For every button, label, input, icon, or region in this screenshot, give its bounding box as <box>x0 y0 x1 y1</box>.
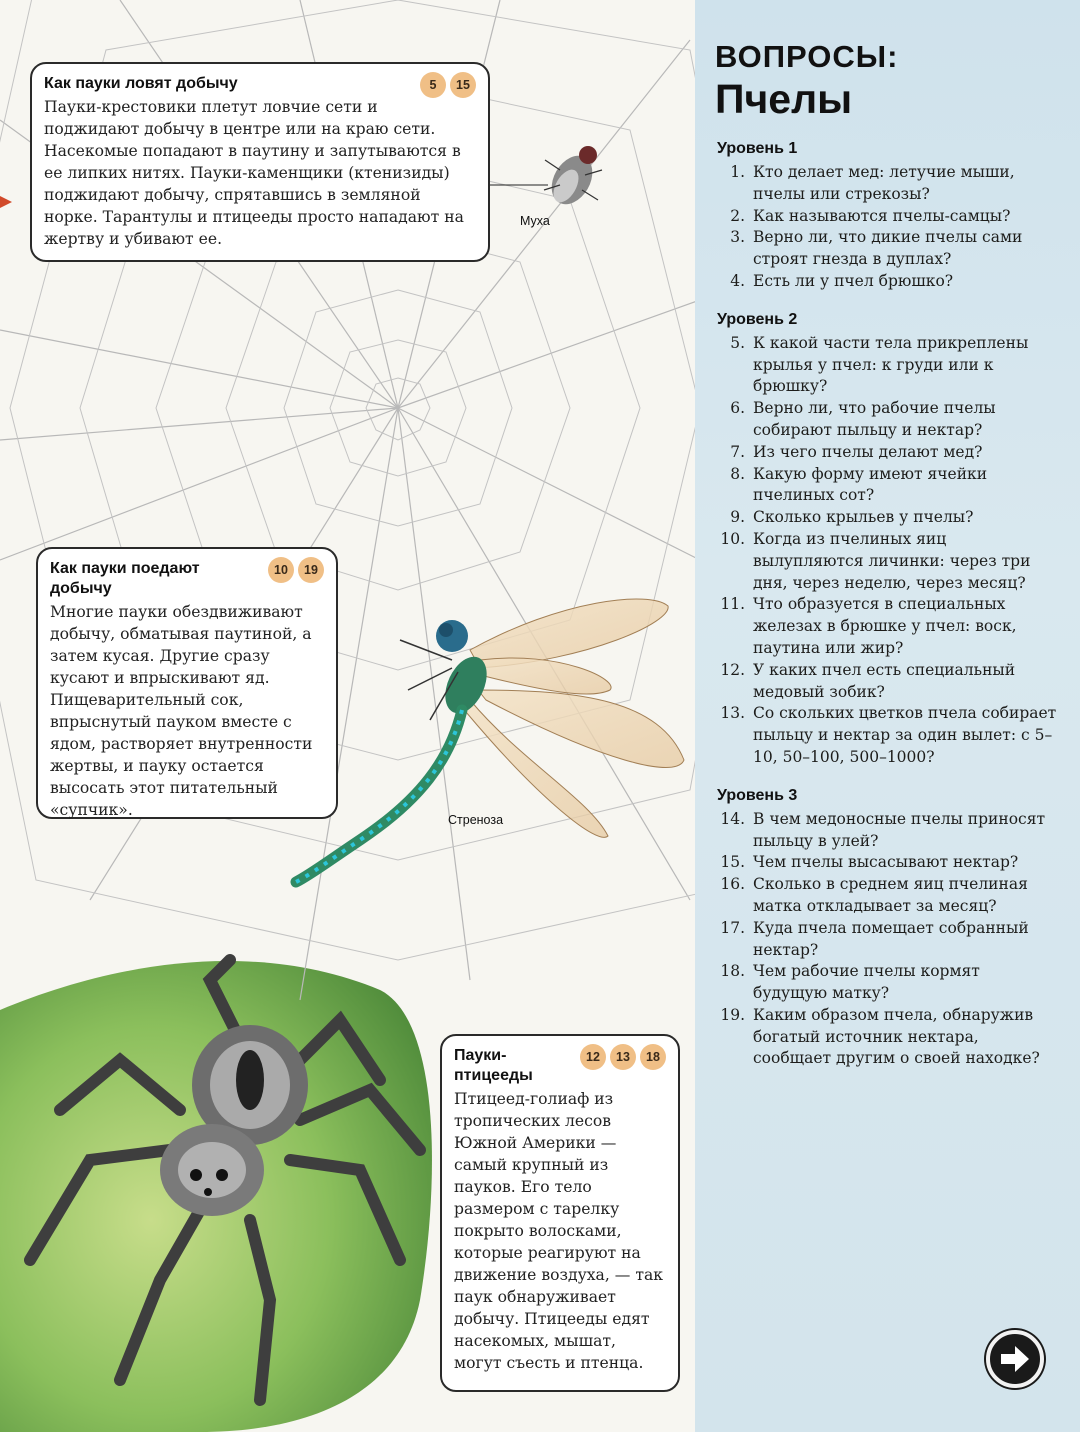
question-badges <box>420 72 476 98</box>
question-item <box>713 809 1058 853</box>
question-item <box>713 464 1058 508</box>
question-badges <box>268 557 324 583</box>
question-number: 14. <box>720 809 745 828</box>
question-number: 2. <box>730 206 745 225</box>
fly-illustration <box>490 146 602 212</box>
level-3-list <box>713 809 1058 1071</box>
fly-caption: Муха <box>520 214 550 228</box>
question-item <box>713 227 1058 271</box>
panel-kicker: ВОПРОСЫ: <box>715 39 899 74</box>
question-number: 15. <box>720 853 745 872</box>
question-item <box>713 594 1058 659</box>
question-item <box>713 442 1058 464</box>
question-number: 1. <box>730 163 745 181</box>
question-text: Когда из пчелиных яиц вылупляются личинки: через три дня, через неделю, через месяц? <box>753 529 1031 592</box>
question-badge: 12 <box>580 1044 606 1070</box>
info-box-eat-prey <box>36 547 338 819</box>
question-text: Сколько крыльев у пчелы? <box>753 508 974 527</box>
panel-title: Пчелы <box>715 76 853 122</box>
box-text: Многие пауки обездвиживают добычу, обматывая паутиной, а затем кусая. Другие сразу кусают и впрыскивают яд. Пищеварительный сок, впрыснутый пауком вместе с ядом, растворяет внутренности жертвы, и пауку остается высосать этот питательный «супчик». <box>50 603 313 819</box>
next-page-button[interactable] <box>986 1330 1044 1388</box>
question-item <box>713 961 1058 1005</box>
info-box-bird-eaters <box>440 1034 680 1392</box>
box-title: Как пауки ловят добычу <box>44 75 238 92</box>
level-1-list <box>713 162 1058 293</box>
question-item <box>713 333 1058 398</box>
question-number: 8. <box>730 464 745 483</box>
question-badge: 18 <box>640 1044 666 1070</box>
question-number: 4. <box>730 271 745 290</box>
question-text: Сколько в среднем яиц пчелиная матка откладывает за месяц? <box>753 875 1028 915</box>
level-heading: Уровень 1 <box>717 140 798 157</box>
question-item <box>713 1005 1058 1070</box>
question-item <box>713 271 1058 293</box>
arrow-right-icon <box>999 1344 1031 1374</box>
box-title: Пауки-птицееды <box>454 1047 533 1084</box>
question-number: 13. <box>720 704 745 723</box>
level-heading: Уровень 3 <box>717 786 798 804</box>
question-number: 5. <box>730 333 745 352</box>
question-number: 9. <box>730 508 745 527</box>
question-text: Чем пчелы высасывают нектар? <box>753 853 1019 872</box>
question-item <box>713 162 1058 206</box>
question-text: Из чего пчелы делают мед? <box>753 442 983 461</box>
question-text: Куда пчела помещает собранный нектар? <box>753 918 1029 959</box>
box-title: Как пауки поедают добычу <box>50 560 200 597</box>
question-badge: 19 <box>298 557 324 583</box>
info-box-catch-prey <box>30 62 490 262</box>
question-number: 3. <box>730 228 745 247</box>
question-number: 11. <box>720 595 745 614</box>
question-number: 18. <box>720 962 745 981</box>
question-text: Есть ли у пчел брюшко? <box>753 271 954 290</box>
question-text: Кто делает мед: летучие мыши, пчелы или стрекозы? <box>753 163 1015 203</box>
level-heading: Уровень 2 <box>717 310 798 328</box>
question-text: Каким образом пчела, обнаружив богатый источник нектара, сообщает другим о своей находке? <box>753 1005 1040 1068</box>
question-text: У каких пчел есть специальный медовый зобик? <box>753 660 1016 701</box>
question-number: 12. <box>720 660 745 679</box>
box-text: Пауки-крестовики плетут ловчие сети и поджидают добычу в центре или на краю сети. Насекомые попадают в паутину и запутываются в ее липких нитях. Пауки-каменщики (ктенизиды) поджидают добычу, спрятавшись в земляной норке. Тарантулы и птицееды просто нападают на жертву и убивают ее. <box>44 98 464 248</box>
question-item <box>713 507 1058 529</box>
question-text: Верно ли, что рабочие пчелы собирают пыльцу и нектар? <box>753 399 996 439</box>
dragonfly-illustration <box>296 599 684 882</box>
questions-panel <box>695 0 1080 1432</box>
question-text: Верно ли, что дикие пчелы сами строят гнезда в дуплах? <box>753 228 1023 269</box>
question-number: 6. <box>730 399 745 418</box>
question-text: Как называются пчелы-самцы? <box>753 206 1011 225</box>
question-item <box>713 874 1058 918</box>
question-badge: 13 <box>610 1044 636 1070</box>
question-number: 19. <box>720 1005 745 1024</box>
question-item <box>713 660 1058 704</box>
question-badge: 5 <box>420 72 446 98</box>
question-number: 10. <box>720 529 745 548</box>
question-text: Какую форму имеют ячейки пчелиных сот? <box>753 464 988 505</box>
question-text: Что образуется в специальных железах в брюшке у пчел: воск, паутина или жир? <box>753 595 1017 657</box>
question-number: 16. <box>720 875 745 894</box>
dragonfly-caption: Стреноза <box>448 813 504 827</box>
question-badges <box>580 1044 666 1070</box>
level-2-list <box>713 333 1058 769</box>
question-text: Чем рабочие пчелы кормят будущую матку? <box>753 962 980 1003</box>
question-badge: 15 <box>450 72 476 98</box>
question-text: Со скольких цветков пчела собирает пыльцу и нектар за один вылет: с 5–10, 50–100, 500–1000? <box>753 704 1057 766</box>
question-text: К какой части тела прикреплены крылья у пчел: к груди или к брюшку? <box>753 333 1029 396</box>
question-number: 7. <box>730 442 745 461</box>
question-item <box>713 206 1058 228</box>
box-text: Птицеед-голиаф из тропических лесов Южной Америки — самый крупный из пауков. Его тело размером с тарелку покрыто волосками, которые реагируют на движение воздуха, — так паук обнаруживает добычу. Птицееды едят насекомых, мышат, могут съесть и птенца. <box>454 1090 663 1372</box>
question-number: 17. <box>720 918 745 937</box>
question-item <box>713 852 1058 874</box>
question-item <box>713 703 1058 768</box>
question-item <box>713 918 1058 962</box>
question-text: В чем медоносные пчелы приносят пыльцу в улей? <box>753 809 1046 850</box>
questions-content <box>713 40 1058 1070</box>
question-item <box>713 529 1058 594</box>
question-badge: 10 <box>268 557 294 583</box>
question-item <box>713 398 1058 442</box>
